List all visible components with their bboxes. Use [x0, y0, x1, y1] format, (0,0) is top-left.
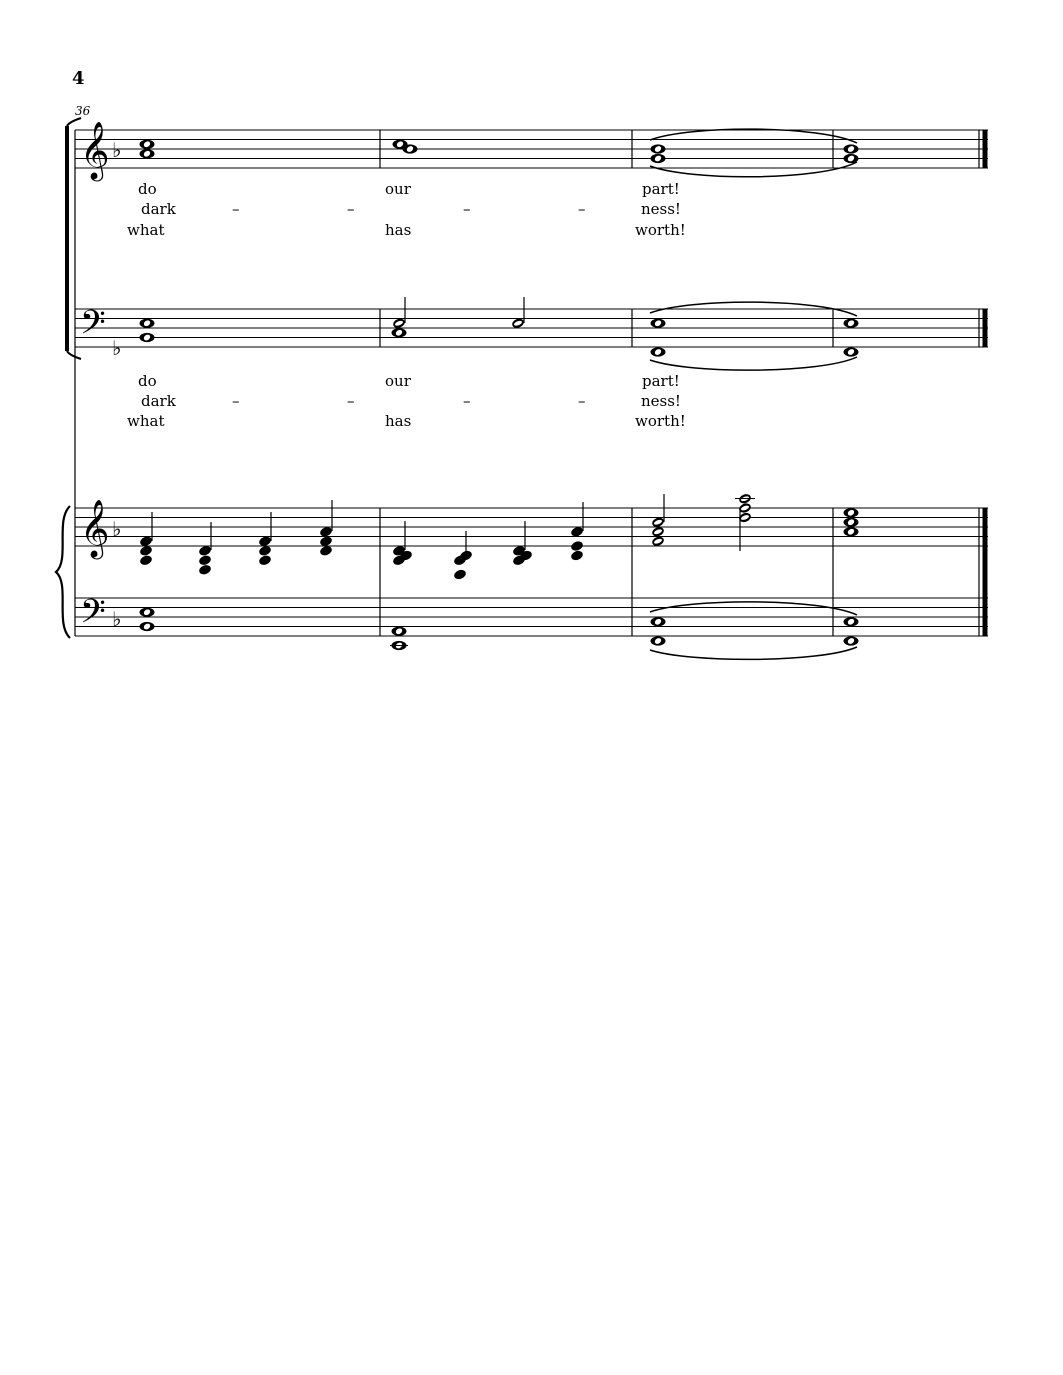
barlines — [380, 130, 833, 636]
tie — [650, 162, 857, 177]
lyric-hyphen: – — [232, 392, 240, 410]
lyric-syllable: worth! — [635, 412, 686, 430]
staff4-notes — [140, 602, 859, 660]
lyric-syllable: our — [385, 180, 411, 198]
final-barlines — [979, 130, 985, 636]
lyric-syllable: do — [138, 372, 157, 390]
lyric-syllable: part! — [642, 372, 680, 390]
tie — [650, 357, 857, 370]
lyric-syllable: do — [138, 180, 157, 198]
lyric-syllable: our — [385, 372, 411, 390]
tie — [650, 129, 857, 143]
lyric-hyphen: – — [347, 200, 355, 218]
measure-number: 36 — [75, 104, 91, 118]
svg-text:♭: ♭ — [112, 336, 122, 360]
piano-brace — [56, 506, 70, 638]
staff2-notes — [140, 297, 859, 370]
lyric-hyphen: – — [232, 200, 240, 218]
lyric-hyphen: – — [578, 392, 586, 410]
svg-text:♭: ♭ — [112, 517, 122, 541]
key-signature-flats — [112, 138, 121, 631]
lyric-syllable: ness! — [641, 392, 681, 410]
treble-clef-icon: 𝄞 — [80, 499, 110, 557]
lyric-syllable: what — [127, 221, 165, 239]
page-number: 4 — [72, 68, 85, 89]
lyric-syllable: ness! — [641, 200, 681, 218]
svg-text:♭: ♭ — [112, 607, 122, 631]
lyric-syllable: has — [385, 412, 412, 430]
svg-text:♭: ♭ — [112, 138, 122, 162]
lyric-syllable: what — [127, 412, 165, 430]
bass-clef-icon: 𝄢 — [80, 304, 106, 350]
system-bracket — [67, 118, 81, 636]
bass-clef-icon: 𝄢 — [80, 593, 106, 639]
staff-lines — [75, 130, 988, 636]
tie — [650, 602, 857, 615]
lyric-hyphen: – — [463, 200, 471, 218]
lyric-syllable: worth! — [635, 221, 686, 239]
staff1-notes — [140, 129, 859, 177]
lyric-syllable: part! — [642, 180, 680, 198]
lyric-hyphen: – — [347, 392, 355, 410]
tie — [650, 647, 857, 659]
treble-clef-icon: 𝄞 — [80, 121, 110, 179]
lyric-syllable: has — [385, 221, 412, 239]
lyric-hyphen: – — [578, 200, 586, 218]
lyric-syllable: dark — [141, 392, 176, 410]
lyric-hyphen: – — [463, 392, 471, 410]
lyric-syllable: dark — [141, 200, 176, 218]
